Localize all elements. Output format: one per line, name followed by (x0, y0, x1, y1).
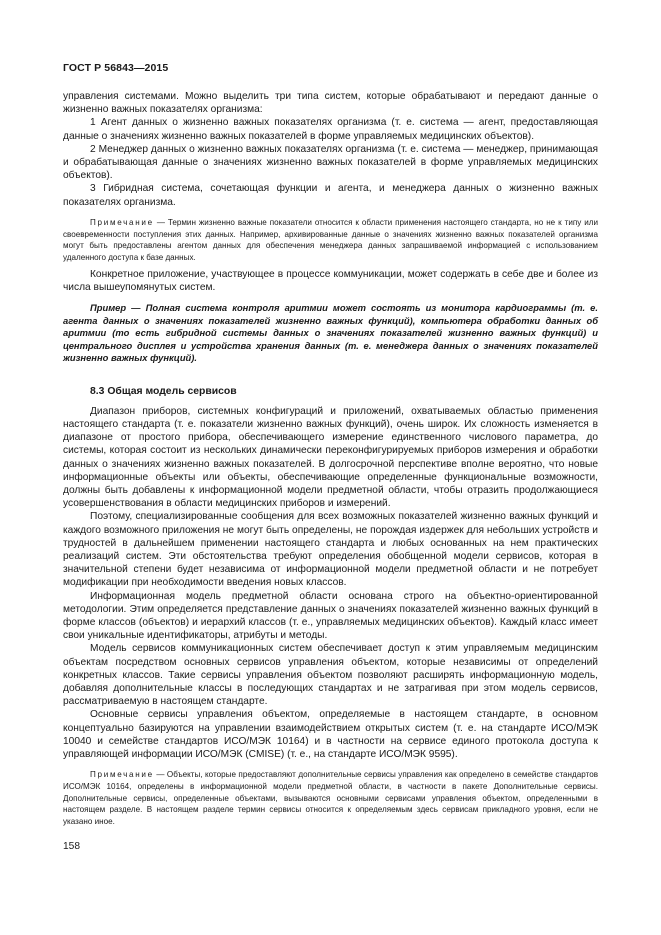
paragraph-specialized-messages: Поэтому, специализированные сообщения для всех возможных показателей жизненно важных функций и каждого возможного приложения не могут быть определены, не порождая издержек для небольших устройств и трудностей в дальнейшем применении настоящего стандарта и любых основанных на нем практических реализаций систем. Эти обстоятельства требуют определения обобщенной модели сервисов, которая в значительной степени будет независима от информационной модели предметной области и не потребует модификации при необходимости введения новых классов. (63, 511, 598, 589)
paragraph-basic-services: Основные сервисы управления объектом, определяемые в настоящем стандарте, в основном концептуально базируются на управлении взаимодействием открытых систем (т. е. на стандарте ИСО/МЭК 10040 и семействе стандартов ИСО/МЭК 10164) и в частности на сервисе единого протокола доступа к управляющей информации ИСО/МЭК (CMISE) (т. е., на стандарте ИСО/МЭК 9595). (63, 709, 598, 761)
section-title: 8.3 Общая модель сервисов (90, 385, 237, 397)
list-item-manager: 2 Менеджер данных о жизненно важных показателях организма (т. е. система — менеджер, принимающая и обрабатывающая данные о значениях жизненно важных показателей в форме управляемых медицинских объектов). (63, 143, 598, 182)
example-paragraph: Пример — Полная система контроля аритмии может состоять из монитора кардиограммы (т. е. агента данных о значениях показателей жизненно важных функций), компьютера обработки данных об аритмии (то есть гибридной системы данных о значениях показателей жизненно важных функций) и центрального дисплея и устройства хранения данных (т. е. менеджера данных о значениях показателей жизненно важных функций). (63, 302, 598, 364)
document-body (63, 90, 598, 828)
page-number: 158 (63, 841, 80, 852)
note-2-text: — Объекты, которые предоставляют дополнительные сервисы управления как определено в семействе стандартов ИСО/МЭК 10164, определены в информационной модели предметной области, в частности в пакете Дополнительные сервисы. Дополнительные сервисы, определенные объектами, вызываются основными сервисами управления объектом, определенными в настоящем разделе. В настоящем разделе термин сервисы относится к определяемым здесь сервисам прикладного уровня, если не указано иное. (63, 770, 598, 827)
list-item-hybrid: 3 Гибридная система, сочетающая функции и агента, и менеджера данных о жизненно важных показателях организма. (63, 183, 598, 208)
note-1-label: Примечание (90, 217, 154, 227)
paragraph-service-model: Модель сервисов коммуникационных систем обеспечивает доступ к этим управляемым медицинским объектам посредством основных сервисов управления объектом, которые независимы от определений конкретных классов. Такие сервисы управления объектом позволяют расширять информационную модель, добавляя дополнительные классы в последующих стандартах и не затрагивая при этом модель сервисов, рассматриваемую в настоящем стандарте. (63, 643, 598, 708)
paragraph-range: Диапазон приборов, системных конфигураций и приложений, охватываемых областью применения настоящего стандарта (т. е. показатели жизненно важных функций), очень широк. Их сложность изменяется в диапазоне от простого прибора, обеспечивающего измерение единственного числового параметра, до системы, которая состоит из нескольких динамически переконфигурируемых приборов измерения и обработки данных о значениях жизненно важных показателей. В долгосрочной перспективе вполне вероятно, что новые информационные объекты или объекты, обеспечивающие определенные функциональные возможности, должны быть добавлены к информационной модели предметной области, чтобы отразить продолжающиеся усовершенствования в области медицинских приборов и измерений. (63, 405, 598, 510)
note-2-label: Примечание (90, 770, 154, 780)
note-1 (63, 217, 598, 264)
intro-paragraph: управления системами. Можно выделить три типа систем, которые обрабатывают и передают данные о жизненно важных показателях организма: (63, 91, 598, 116)
note-2 (63, 769, 598, 828)
concrete-application-paragraph: Конкретное приложение, участвующее в процессе коммуникации, может содержать в себе две и более из числа вышеупомянутых систем. (63, 268, 598, 293)
list-item-agent: 1 Агент данных о жизненно важных показателях организма (т. е. система — агент, предоставляющая данные о значениях жизненно важных показателей в форме управляемых медицинских объектов). (63, 117, 598, 142)
note-1-text: — Термин жизненно важные показатели относится к области применения настоящего стандарта, но не к типу или своевременности поступления этих данных. Например, архивированные данные о значениях жизненно важных показателей организма могут быть предоставлены агентом данных для обеспечения менеджера данных запрашиваемой информацией с использованием удаленного доступа к базе данных. (63, 217, 598, 262)
paragraph-information-model: Информационная модель предметной области основана строго на объектно-ориентированной методологии. Этим определяется представление данных о значениях показателей жизненно важных функций в форме классов (объектов) и иерархий классов (т. е., управляемых медицинских объектов). Каждый класс имеет свои уникальные идентификаторы, атрибуты и методы. (63, 590, 598, 642)
document-header: ГОСТ Р 56843—2015 (63, 62, 169, 74)
